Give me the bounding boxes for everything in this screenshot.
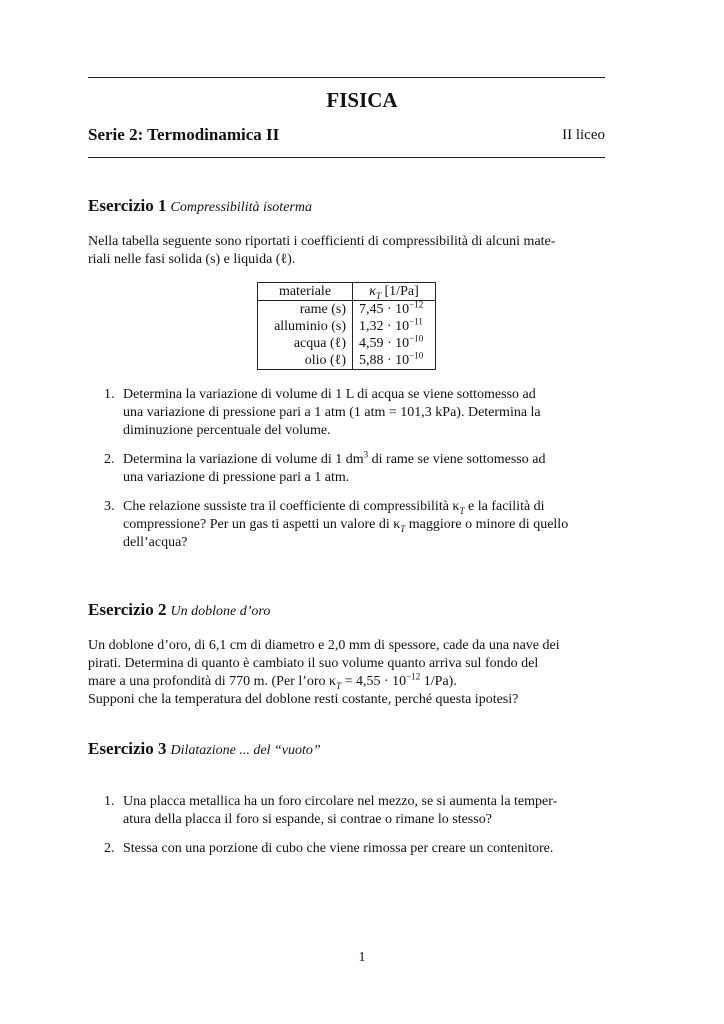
text-segment: maggiore o minore di quello: [405, 517, 569, 532]
paragraph-line: pirati. Determina di quanto è cambiato il suo volume quanto arriva sul fondo del: [88, 656, 539, 671]
kappa-exponent: −12: [409, 299, 424, 310]
exercise-1-intro: [88, 233, 605, 269]
grade-label: II liceo: [562, 127, 605, 143]
subscript: T: [459, 505, 465, 516]
material-cell: alluminio (s): [258, 318, 353, 335]
text-segment: compressione? Per un gas ti aspetti un valore di κ: [123, 517, 401, 532]
page-title: FISICA: [326, 88, 398, 112]
superscript: 3: [363, 449, 369, 460]
exercise-3-heading: [88, 739, 321, 759]
exercise-1-label: Esercizio 1: [88, 196, 167, 215]
kappa-subscript: T: [376, 290, 382, 301]
text-segment: di rame se viene sottomesso ad: [368, 452, 546, 467]
kappa-mantissa: 5,88 · 10: [359, 353, 410, 368]
question-text: [123, 498, 605, 552]
intro-line: riali nelle fasi solida (s) e liquida (ℓ).: [88, 252, 296, 267]
header-bottom-rule: [88, 157, 605, 158]
question-text: [123, 451, 605, 487]
question-number: 1.: [104, 794, 115, 809]
kappa-exponent: −11: [409, 316, 423, 327]
question-line: [123, 516, 605, 534]
kappa-symbol: κ: [369, 284, 376, 299]
paragraph-line: Supponi che la temperatura del doblone resti costante, perché questa ipotesi?: [88, 692, 519, 707]
kappa-mantissa: 1,32 · 10: [359, 319, 410, 334]
material-cell: acqua (ℓ): [258, 335, 353, 352]
question-number: 3.: [104, 499, 115, 514]
question-line: diminuzione percentuale del volume.: [123, 423, 331, 438]
kappa-exponent: −10: [409, 333, 424, 344]
question-line: una variazione di pressione pari a 1 atm (1 atm = 101,3 kPa). Determina la: [123, 405, 541, 420]
text-segment: e la facilità di: [464, 499, 545, 514]
question-line: dell’acqua?: [123, 535, 188, 550]
series-title: Serie 2: Termodinamica II: [88, 125, 280, 144]
material-cell: rame (s): [258, 301, 353, 319]
question-number: 1.: [104, 387, 115, 402]
kappa-exponent: −10: [409, 350, 424, 361]
material-cell: olio (ℓ): [258, 352, 353, 370]
kappa-mantissa: 4,59 · 10: [359, 336, 410, 351]
header-kappa: [353, 283, 436, 301]
question-line: Determina la variazione di volume di 1 L di acqua se viene sottomesso ad: [123, 387, 536, 402]
compressibility-table: [257, 282, 436, 370]
exercise-2-label: Esercizio 2: [88, 600, 167, 619]
kappa-unit: [1/Pa]: [381, 284, 419, 299]
question-line: [123, 498, 605, 516]
exercise-1-heading: [88, 196, 312, 216]
question-line: [123, 451, 605, 469]
paragraph-line: [88, 673, 605, 691]
kappa-cell: [353, 352, 436, 370]
exercise-2-topic: Un doblone d’oro: [170, 604, 271, 619]
header-material: materiale: [258, 283, 353, 301]
superscript: −12: [406, 671, 421, 682]
text-segment: = 4,55 · 10: [341, 674, 407, 689]
question-text: [123, 386, 605, 440]
exercise-3-topic: Dilatazione ... del “vuoto”: [170, 743, 321, 758]
paragraph-line: Un doblone d’oro, di 6,1 cm di diametro e 2,0 mm di spessore, cade da una nave dei: [88, 638, 560, 653]
exercise-1-topic: Compressibilità isoterma: [170, 200, 312, 215]
intro-line: Nella tabella seguente sono riportati i coefficienti di compressibilità di alcuni mate-: [88, 234, 556, 249]
kappa-mantissa: 7,45 · 10: [359, 302, 410, 317]
question-text: [123, 793, 605, 829]
question-line: Stessa con una porzione di cubo che viene rimossa per creare un contenitore.: [123, 841, 554, 856]
text-segment: Determina la variazione di volume di 1 dm: [123, 452, 364, 467]
table-row: [258, 352, 436, 370]
page-number: 1: [358, 950, 366, 965]
exercise-3-label: Esercizio 3: [88, 739, 167, 758]
exercise-2-heading: [88, 600, 270, 620]
question-text: [123, 840, 605, 858]
table-header-row: [258, 283, 436, 301]
subscript: T: [400, 523, 406, 534]
question-number: 2.: [104, 841, 115, 856]
kappa-cell: [353, 301, 436, 319]
text-segment: Che relazione sussiste tra il coefficiente di compressibilità κ: [123, 499, 460, 514]
question-line: una variazione di pressione pari a 1 atm.: [123, 470, 350, 485]
exercise-2-text: [88, 637, 605, 709]
question-line: atura della placca il foro si espande, si contrae o rimane lo stesso?: [123, 812, 492, 827]
top-rule: [88, 77, 605, 78]
text-segment: 1/Pa).: [420, 674, 457, 689]
subscript: T: [336, 680, 342, 691]
question-number: 2.: [104, 452, 115, 467]
text-segment: mare a una profondità di 770 m. (Per l’oro κ: [88, 674, 337, 689]
question-line: Una placca metallica ha un foro circolare nel mezzo, se si aumenta la temper-: [123, 794, 558, 809]
